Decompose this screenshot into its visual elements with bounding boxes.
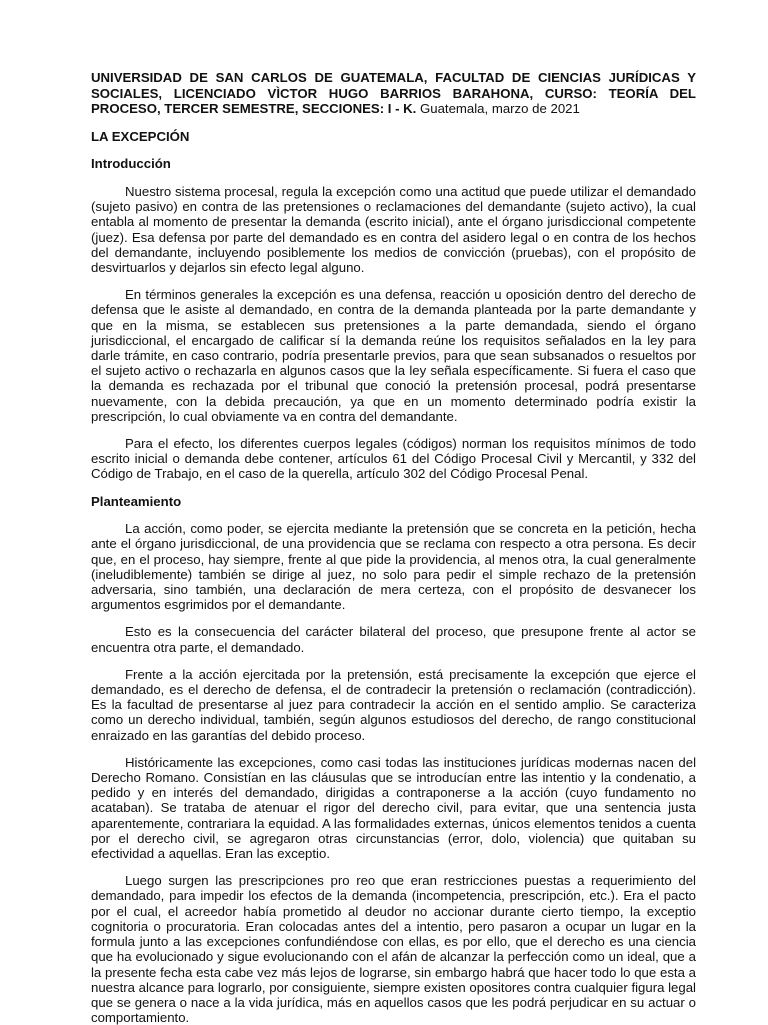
paragraph: Esto es la consecuencia del carácter bilateral del proceso, que presupone frente al actor se encuentra otra parte, el demandado. <box>91 624 696 655</box>
document-title: LA EXCEPCIÓN <box>91 128 190 144</box>
paragraph: La acción, como poder, se ejercita mediante la pretensión que se concreta en la petición, hecha ante el órgano jurisdiccional, de una providencia que se reclama con respecto a otra persona. Es decir que, en el proceso, hay siempre, frente al que pide la providencia, al menos otra, la cual generalmente (ineludiblemente) también se dirige al juez, no solo para pedir el simple rechazo de la pretensión adversaria, sino también, una declaración de mera certeza, con el propósito de desvanecer los argumentos esgrimidos por el demandante. <box>91 521 696 613</box>
paragraph: Para el efecto, los diferentes cuerpos legales (códigos) norman los requisitos mínimos de todo escrito inicial o demanda debe contener, artículos 61 del Código Procesal Civil y Mercantil, y 332 del Código de Trabajo, en el caso de la querella, artículo 302 del Código Procesal Penal. <box>91 436 696 482</box>
section-heading-planteamiento: Planteamiento <box>91 493 182 509</box>
header-date: Guatemala, marzo de 2021 <box>416 101 580 117</box>
header-institution: UNIVERSIDAD DE SAN CARLOS DE GUATEMALA, FACULTAD DE CIENCIAS JURÍDICAS Y SOCIALES, LICENCIADO VÌCTOR HUGO BARRIOS BARAHONA, CURSO: TEORÍA DEL PROCESO, TERCER SEMESTRE, SECCIONES: I - K. <box>91 70 696 117</box>
paragraph: En términos generales la excepción es una defensa, reacción u oposición dentro del derecho de defensa que le asiste al demandado, en contra de la demanda planteada por la parte demandante y que en la misma, se establecen sus pretensiones a la parte demandada, siendo el órgano jurisdiccional, el encargado de calificar sí la demanda reúne los requisitos señalados en la ley para darle trámite, en caso contrario, podría presentarle previos, para que sean subsanados o resueltos por el sujeto activo o rechazarla en algunos casos que la ley señala específicamente. Si fuera el caso que la demanda es rechazada por el tribunal que conoció la pretensión procesal, podrá presentarse nuevamente, con la debida precaución, ya que en un momento determinado podría existir la prescripción, lo cual obviamente va en contra del demandante. <box>91 287 696 424</box>
paragraph: Históricamente las excepciones, como casi todas las instituciones jurídicas modernas nacen del Derecho Romano. Consistían en las cláusulas que se introducían entre las intentio y la condenatio, a pedido y en interés del demandado, dirigidas a contraponerse a la acción (cuyo fundamento no acataban). Se trataba de atenuar el rigor del derecho civil, para evitar, que una sentencia justa aparentemente, contrariara la equidad. A las formalidades externas, únicos elementos tenidos a cuenta por el derecho civil, se agregaron otras circunstancias (error, dolo, violencia) que quitaban su efectividad a aquellas. Eran las exceptio. <box>91 754 696 862</box>
section-heading-introduccion: Introducción <box>91 156 171 172</box>
paragraph: Nuestro sistema procesal, regula la excepción como una actitud que puede utilizar el demandado (sujeto pasivo) en contra de las pretensiones o reclamaciones del demandante (sujeto activo), la cual entabla al momento de presentar la demanda (escrito inicial), ante el órgano jurisdiccional competente (juez). Esa defensa por parte del demandado es en contra del asidero legal o en contra de los hechos del demandante, incluyendo posiblemente los medios de convicción (pruebas), con el propósito de desvirtuarlos y dejarlos sin efecto legal alguno. <box>91 183 696 275</box>
paragraph: Luego surgen las prescripciones pro reo que eran restricciones puestas a requerimiento del demandado, para impedir los efectos de la demanda (incompetencia, prescripción, etc.). Era el pacto por el cual, el acreedor había prometido al deudor no accionar durante cierto tiempo, la exceptio cognitoria o procuratoria. Eran colocadas antes del a intentio, pero pasaron a ocupar un lugar en la formula junto a las excepciones confundiéndose con ellas, es por ello, que el derecho es una ciencia que ha evolucionado y sigue evolucionando con el afán de alcanzar la perfección como un ideal, que a la presente fecha esta cabe vez más lejos de lograrse, sin embargo habrá que hacer todo lo que esta a nuestra alcance para lograrlo, por consiguiente, siempre existen opositores contra cualquier figura legal que se genera o nace a la vida jurídica, más en aquellos casos que les podrá perjudicar en su actuar o comportamiento. <box>91 873 696 1025</box>
paragraph: Frente a la acción ejercitada por la pretensión, está precisamente la excepción que ejerce el demandado, es el derecho de defensa, el de contradecir la pretensión o reclamación (contradicción). Es la facultad de presentarse al juez para contradecir la acción en el sentido amplio. Se caracteriza como un derecho individual, también, según algunos estudiosos del derecho, de rango constitucional enraizado en las garantías del debido proceso. <box>91 666 696 743</box>
document-header <box>91 70 696 117</box>
